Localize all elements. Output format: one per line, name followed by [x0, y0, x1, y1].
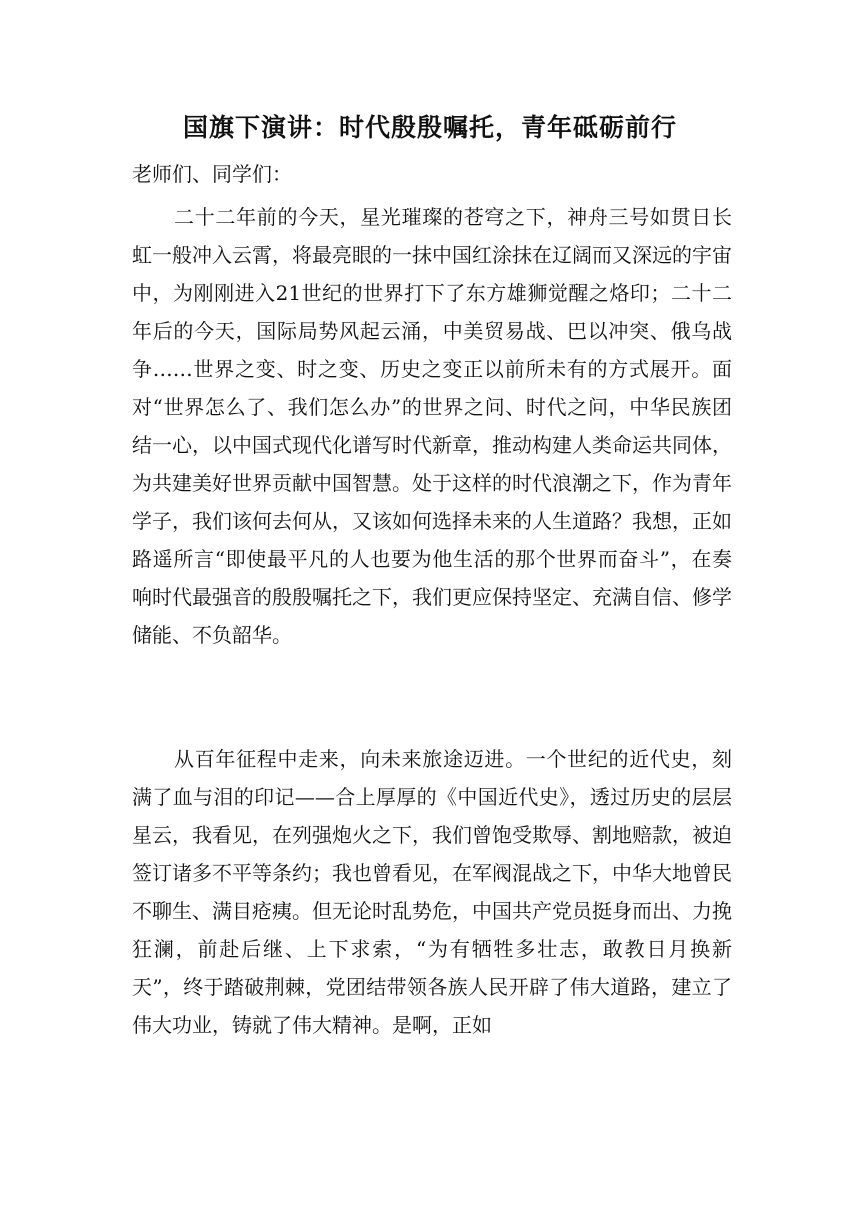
page-title: 国旗下演讲：时代殷殷嘱托，青年砥砺前行 [182, 113, 677, 142]
paragraph-1: 二十二年前的今天，星光璀璨的苍穹之下，神舟三号如贯日长虹一般冲入云霄，将最亮眼的一抹中国红涂抹在辽阔而又深远的宇宙中，为刚刚进入21世纪的世界打下了东方雄狮觉醒之烙印；二十二年后的今天，国际局势风起云涌，中美贸易战、巴以冲突、俄乌战争……世界之变、时之变、历史之变正以前所未有的方式展开。面对“世界怎么了、我们怎么办”的世界之问、时代之问，中华民族团结一心，以中国式现代化谱写时代新章，推动构建人类命运共同体，为共建美好世界贡献中国智慧。处于这样的时代浪潮之下，作为青年学子，我们该何去何从，又该如何选择未来的人生道路？我想，正如路遥所言“即使最平凡的人也要为他生活的那个世界而奋斗”，在奏响时代最强音的殷殷嘱托之下，我们更应保持坚定、充满自信、修学储能、不负韶华。 [132, 205, 732, 647]
paragraph-2: 从百年征程中走来，向未来旅途迈进。一个世纪的近代史，刻满了血与泪的印记——合上厚厚的《中国近代史》，透过历史的层层星云，我看见，在列强炮火之下，我们曾饱受欺辱、割地赔款，被迫签订诸多不平等条约；我也曾看见，在军阀混战之下，中华大地曾民不聊生、满目疮痍。但无论时乱势危，中国共产党员挺身而出、力挽狂澜，前赴后继、上下求索，“为有牺牲多壮志，敢教日月换新天”，终于踏破荆棘，党团结带领各族人民开辟了伟大道路，建立了伟大功业，铸就了伟大精神。是啊，正如 [132, 747, 732, 1037]
salutation: 老师们、同学们： [132, 162, 292, 186]
